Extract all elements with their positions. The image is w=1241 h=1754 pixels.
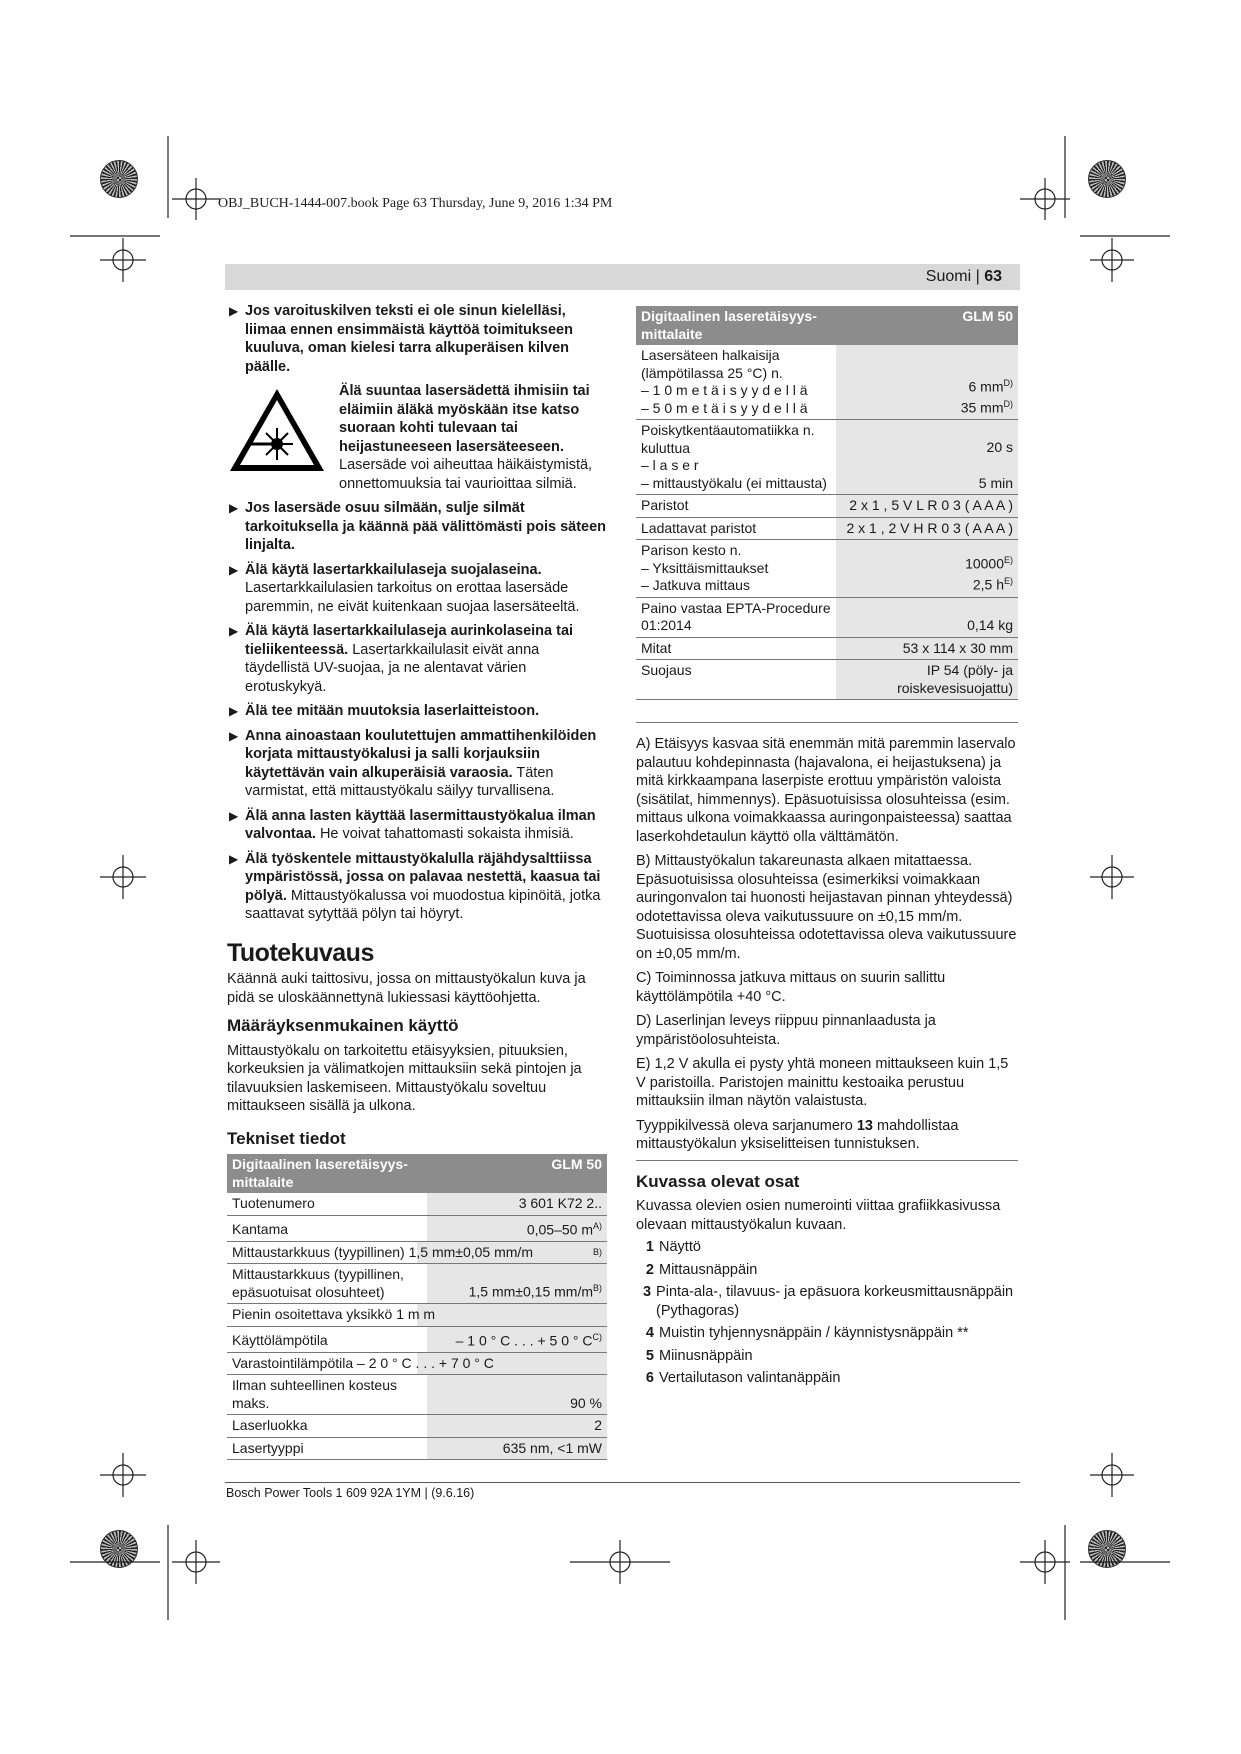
- table-row: Laserluokka 2: [227, 1415, 607, 1438]
- footnote: E) 1,2 V akulla ei pysty yhtä moneen mittaukseen kuin 1,5 V paristoilla. Paristojen mainittu kestoaika perustuu mittauksiin ilman näytön valaistusta.: [636, 1056, 1009, 1109]
- bullet-arrow-icon: ▶: [229, 501, 239, 515]
- section-title-osat: Kuvassa olevat osat: [636, 1171, 800, 1191]
- laser-warning-text: Älä suuntaa lasersädettä ihmisiin tai eläimiin äläkä myöskään itse katso suoraan kohti tulevaan tai heijastuneeseen lasersäteeseen. Lasersäde voi aiheuttaa häikäistymistä, onnettomuuksia tai vaurioittaa silmiä.: [339, 383, 593, 492]
- list-item: 6 Vertailutason valintanäppäin: [645, 1370, 841, 1386]
- bullet-arrow-icon: ▶: [229, 562, 239, 577]
- table-row: Mitat 53 x 114 x 30 mm: [636, 637, 1018, 660]
- table-row: Parison kesto n. – Yksittäismittaukset – Jatkuva mittaus $10000^{E)}$ 2,5 $h^{E)}$: [636, 540, 1018, 598]
- table-row: Mittaustarkkuus (tyypillinen, epäsuotuisat olosuhteet) 1,5 mm±0,15 $mm/m^{B)}$: [227, 1264, 607, 1304]
- laser-warning-block: [227, 382, 607, 493]
- list-item: 4 Muistin tyhjennysnäppäin / käynnistysnäppäin **: [645, 1325, 969, 1341]
- warning-item: ▶ Älä käytä lasertarkkailulaseja aurinkolaseina tai tieliikenteessä. Lasertarkkailulasit eivät anna täydellistä UV-suojaa, ja ne alentavat värien erotuskykyä.: [229, 623, 574, 695]
- warning-item: ▶ Jos varoituskilven teksti ei ole sinun kielelläsi, liimaa ennen ensimmäistä käyttöä toimitukseen kuuluva, oman kielesi tarra alkuperäisen kilven päälle.: [229, 303, 573, 375]
- bullet-arrow-icon: ▶: [229, 704, 239, 718]
- table-row: Ladattavat paristot 2 x 1 , 2 V H R 0 3 ( A A A ): [636, 517, 1018, 540]
- print-info: OBJ_BUCH-1444-007.book Page 63 Thursday, June 9, 2016 1:34 PM: [218, 196, 613, 211]
- table-header-row: Digitaalinen laseretäisyys-mittalaite GLM 50: [636, 306, 1018, 345]
- table-row: Tuotenumero 3 601 K72 2..: [227, 1193, 607, 1215]
- bullet-arrow-icon: ▶: [229, 851, 239, 866]
- table-row: Paristot 2 x 1 , 5 V L R 0 3 ( A A A ): [636, 495, 1018, 518]
- warning-item: ▶ Älä anna lasten käyttää lasermittaustyökalua ilman valvontaa. He voivat tahattomasti sokaista ihmisiä.: [229, 807, 596, 842]
- footnote: C) Toiminnossa jatkuva mittaus on suurin sallittu käyttölämpötila +40 °C.: [636, 970, 946, 1005]
- kaytto-text: Mittaustyökalu on tarkoitettu etäisyyksien, pituuksien, korkeuksien ja välimatkojen mittauksiin sekä pintojen ja tilavuuksien laskemiseen. Mittaustyökalu soveltuu mittaukseen sisällä ja ulkona.: [227, 1042, 582, 1114]
- parts-list: [636, 1238, 1018, 1388]
- footnote: A) Etäisyys kasvaa sitä enemmän mitä paremmin laservalo palautuu kohdepinnasta (hajavalona, ei heijastuksena) ja mitä kirkkaampana laserpiste erottuu ympäristön valoista (sisätilat, himmennys). Epäsuotuisissa olosuhteissa (esim. mittaus ulkona voimakkaassa auringonpaisteessa) saattaa laserkohdetaulun käyttö olla välttämätön.: [636, 736, 1016, 845]
- table-row: Lasertyyppi 635 nm, <1 mW: [227, 1437, 607, 1460]
- table-row: Lasersäteen halkaisija (lämpötilassa 25 °C) n. – 1 0 m e t ä i s y y d e l l ä – 5 0 m e t ä i s y y d e l l ä 6 $mm^{D)}$ 35 $mm^{D)}$: [636, 345, 1018, 420]
- table-header-row: Digitaalinen laseretäisyys-mittalaite GLM 50: [227, 1154, 607, 1193]
- footer: Bosch Power Tools 1 609 92A 1YM | (9.6.16): [226, 1486, 475, 1500]
- table-row: Ilman suhteellinen kosteus maks. 90 %: [227, 1375, 607, 1415]
- header-separator: |: [975, 268, 980, 285]
- table-row: Kantama 0,05–50 $m^{A)}$: [227, 1215, 607, 1241]
- laser-warning-icon: [227, 386, 327, 474]
- list-item: 5 Miinusnäppäin: [645, 1347, 753, 1364]
- section-title-tekniset: Tekniset tiedot: [227, 1128, 346, 1148]
- serial-note: Tyyppikilvessä oleva sarjanumero 13 mahdollistaa mittaustyökalun yksiselitteisen tunnistuksen.: [636, 1117, 1018, 1161]
- list-item: 2 Mittausnäppäin: [645, 1261, 758, 1278]
- table-row: Paino vastaa EPTA-Procedure 01:2014 0,14 kg: [636, 597, 1018, 637]
- page-number: 63: [984, 268, 1002, 285]
- tuotekuvaus-text: Käännä auki taittosivu, jossa on mittaustyökalun kuva ja pidä se uloskäännettynä lukiessasi käyttöohjetta.: [227, 971, 586, 1006]
- table-row: Pienin osoitettava yksikkö 1 m m: [227, 1304, 607, 1327]
- bullet-arrow-icon: ▶: [229, 728, 239, 743]
- table-row: Suojaus IP 54 (pöly- ja roiskevesisuojattu): [636, 660, 1018, 700]
- table-row: Varastointilämpötila – 2 0 ° C . . . + 7 0 ° C: [227, 1352, 607, 1375]
- footnote: D) Laserlinjan leveys riippuu pinnanlaadusta ja ympäristöolosuhteista.: [636, 1013, 936, 1048]
- page-header: [225, 264, 1020, 290]
- list-item: 3 Pinta-ala-, tilavuus- ja epäsuora korkeusmittausnäppäin (Pythagoras): [642, 1284, 1014, 1319]
- spec-table-left: [227, 1154, 607, 1460]
- warning-item: ▶ Jos lasersäde osuu silmään, sulje silmät tarkoituksella ja käännä pää välittömästi pois säteen linjalta.: [229, 500, 607, 553]
- table-row: Käyttölämpötila – 1 0 ° C . . . + 5 0 ° $C^{C)}$: [227, 1326, 607, 1352]
- warning-item: ▶ Älä työskentele mittaustyökalulla räjähdysalttiissa ympäristössä, jossa on palavaa nestettä, kaasua tai pölyä. Mittaustyökalussa voi muodostua kipinöitä, jotka saattavat sytyttää pölyn tai höyryt.: [229, 850, 601, 922]
- left-column: [227, 302, 607, 1460]
- table-row: Mittaustarkkuus (tyypillinen) 1,5 mm±0,05 mm/m B): [227, 1241, 607, 1264]
- table-row: Poiskytkentäautomatiikka n. kuluttua – l a s e r – mittaustyökalu (ei mittausta) 20 s 5 min: [636, 420, 1018, 495]
- section-title-kaytto: Määräyksenmukainen käyttö: [227, 1016, 459, 1035]
- header-language: Suomi: [925, 268, 972, 285]
- bullet-arrow-icon: ▶: [229, 304, 239, 318]
- warning-item: ▶ Anna ainoastaan koulutettujen ammattihenkilöiden korjata mittaustyökalusi ja salli korjauksiin käytettävän vain alkuperäisiä varaosia. Täten varmistat, että mittaustyökalu säilyy turvallisena.: [229, 727, 597, 799]
- footnote: B) Mittaustyökalun takareunasta alkaen mitattaessa. Epäsuotuisissa olosuhteissa (esimerkiksi voimakkaan auringonvalon tai huonosti heijastavan pinnan yhteydessä) odotettavissa oleva vaikutussuure on ±0,15 mm/m. Suotuisissa olosuhteissa odotettavissa oleva vaikutussuure on ±0,05 mm/m.: [636, 853, 1017, 962]
- warning-item: ▶ Älä tee mitään muutoksia laserlaitteistoon.: [229, 703, 540, 719]
- osat-intro: Kuvassa olevien osien numerointi viittaa grafiikkasivussa olevaan mittaustyökalun kuvaan.: [636, 1198, 1001, 1233]
- bullet-arrow-icon: ▶: [229, 624, 239, 638]
- spec-table-right: [636, 306, 1018, 700]
- section-title-tuotekuvaus: Tuotekuvaus: [227, 938, 374, 967]
- list-item: 1 Näyttö: [645, 1239, 701, 1255]
- right-column: [636, 306, 1018, 1392]
- footnotes: [636, 722, 1018, 1161]
- bullet-arrow-icon: ▶: [229, 808, 239, 823]
- footer-rule: [225, 1482, 1020, 1483]
- warning-item: ▶ Älä käytä lasertarkkailulaseja suojalaseina. Lasertarkkailulasien tarkoitus on erottaa lasersäde paremmin, ne eivät kuitenkaan suojaa lasersäteeltä.: [229, 561, 580, 615]
